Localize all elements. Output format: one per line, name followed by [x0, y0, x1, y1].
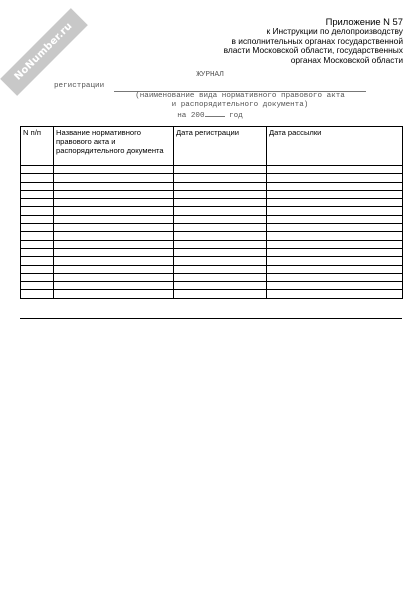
table-row	[21, 257, 403, 265]
table-row	[21, 232, 403, 240]
year-suffix: год	[229, 112, 243, 120]
table-cell	[267, 282, 403, 290]
table-row	[21, 207, 403, 215]
table-cell	[267, 240, 403, 248]
table-cell	[267, 182, 403, 190]
table-cell	[267, 215, 403, 223]
table-cell	[54, 282, 174, 290]
table-row	[21, 273, 403, 281]
table-cell	[21, 207, 54, 215]
table-cell	[54, 232, 174, 240]
table-cell	[267, 207, 403, 215]
table-cell	[174, 282, 267, 290]
table-row	[21, 248, 403, 256]
registration-row	[54, 82, 366, 92]
table-cell	[267, 174, 403, 182]
table-cell	[21, 265, 54, 273]
appendix-line: власти Московской области, государственных	[223, 45, 403, 56]
table-cell	[54, 182, 174, 190]
table-cell	[267, 190, 403, 198]
table-cell	[54, 166, 174, 174]
table-cell	[174, 265, 267, 273]
table-cell	[21, 166, 54, 174]
hint-line: (наименование вида нормативного правового акта	[135, 92, 345, 100]
table-cell	[21, 215, 54, 223]
table-cell	[267, 166, 403, 174]
watermark-logo: NoNumber.ru	[0, 8, 88, 96]
appendix-line: в исполнительных органах государственной	[231, 35, 403, 46]
table-cell	[54, 207, 174, 215]
table-cell	[54, 265, 174, 273]
journal-title: ЖУРНАЛ	[196, 71, 224, 79]
year-prefix: на 200	[177, 112, 205, 120]
table-cell	[21, 282, 54, 290]
table-cell	[54, 273, 174, 281]
table-cell	[174, 190, 267, 198]
table-row	[21, 215, 403, 223]
table-row	[21, 265, 403, 273]
appendix-title: Приложение N 57	[325, 16, 403, 27]
table-cell	[21, 240, 54, 248]
table-cell	[21, 190, 54, 198]
registration-hint	[100, 92, 380, 109]
year-line	[0, 109, 420, 120]
table-cell	[21, 248, 54, 256]
table-row	[21, 290, 403, 298]
hint-line: и распорядительного документа)	[171, 100, 309, 109]
column-header-number: N п/п	[21, 127, 54, 166]
table-header-row	[21, 127, 403, 166]
column-header-document-name: Название нормативного правового акта и распорядительного документа	[54, 127, 174, 166]
table-cell	[174, 273, 267, 281]
table-cell	[267, 224, 403, 232]
table-row	[21, 182, 403, 190]
table-cell	[174, 199, 267, 207]
table-cell	[54, 190, 174, 198]
table-cell	[21, 199, 54, 207]
table-cell	[267, 257, 403, 265]
table-cell	[174, 224, 267, 232]
table-row	[21, 240, 403, 248]
table-cell	[54, 199, 174, 207]
table-cell	[267, 290, 403, 298]
table-cell	[54, 174, 174, 182]
table-cell	[21, 257, 54, 265]
table-cell	[54, 257, 174, 265]
appendix-line: к Инструкции по делопроизводству	[266, 26, 403, 36]
table-row	[21, 224, 403, 232]
table-cell	[267, 273, 403, 281]
table-cell	[21, 232, 54, 240]
table-row	[21, 190, 403, 198]
table-cell	[54, 290, 174, 298]
table-cell	[174, 232, 267, 240]
table-cell	[21, 224, 54, 232]
table-cell	[21, 182, 54, 190]
column-header-registration-date: Дата регистрации	[174, 127, 267, 166]
journal-table	[20, 126, 403, 299]
table-cell	[174, 290, 267, 298]
table-row	[21, 282, 403, 290]
table-cell	[174, 166, 267, 174]
table-cell	[54, 248, 174, 256]
appendix-line: органах Московской области	[290, 54, 403, 65]
table-cell	[54, 224, 174, 232]
table-cell	[174, 174, 267, 182]
appendix-header	[193, 16, 403, 65]
table-cell	[21, 174, 54, 182]
table-cell	[174, 248, 267, 256]
table-cell	[54, 240, 174, 248]
table-cell	[174, 257, 267, 265]
table-row	[21, 174, 403, 182]
table-row	[21, 166, 403, 174]
bottom-rule	[20, 318, 402, 319]
table-cell	[174, 215, 267, 223]
registration-label: регистрации	[54, 82, 105, 90]
table-cell	[267, 232, 403, 240]
year-blank	[205, 109, 225, 117]
table-row	[21, 199, 403, 207]
table-cell	[174, 207, 267, 215]
table-cell	[267, 265, 403, 273]
table-cell	[174, 240, 267, 248]
table-cell	[21, 290, 54, 298]
table-cell	[54, 215, 174, 223]
column-header-distribution-date: Дата рассылки	[267, 127, 403, 166]
table-cell	[21, 273, 54, 281]
table-cell	[267, 199, 403, 207]
table-cell	[267, 248, 403, 256]
table-cell	[174, 182, 267, 190]
